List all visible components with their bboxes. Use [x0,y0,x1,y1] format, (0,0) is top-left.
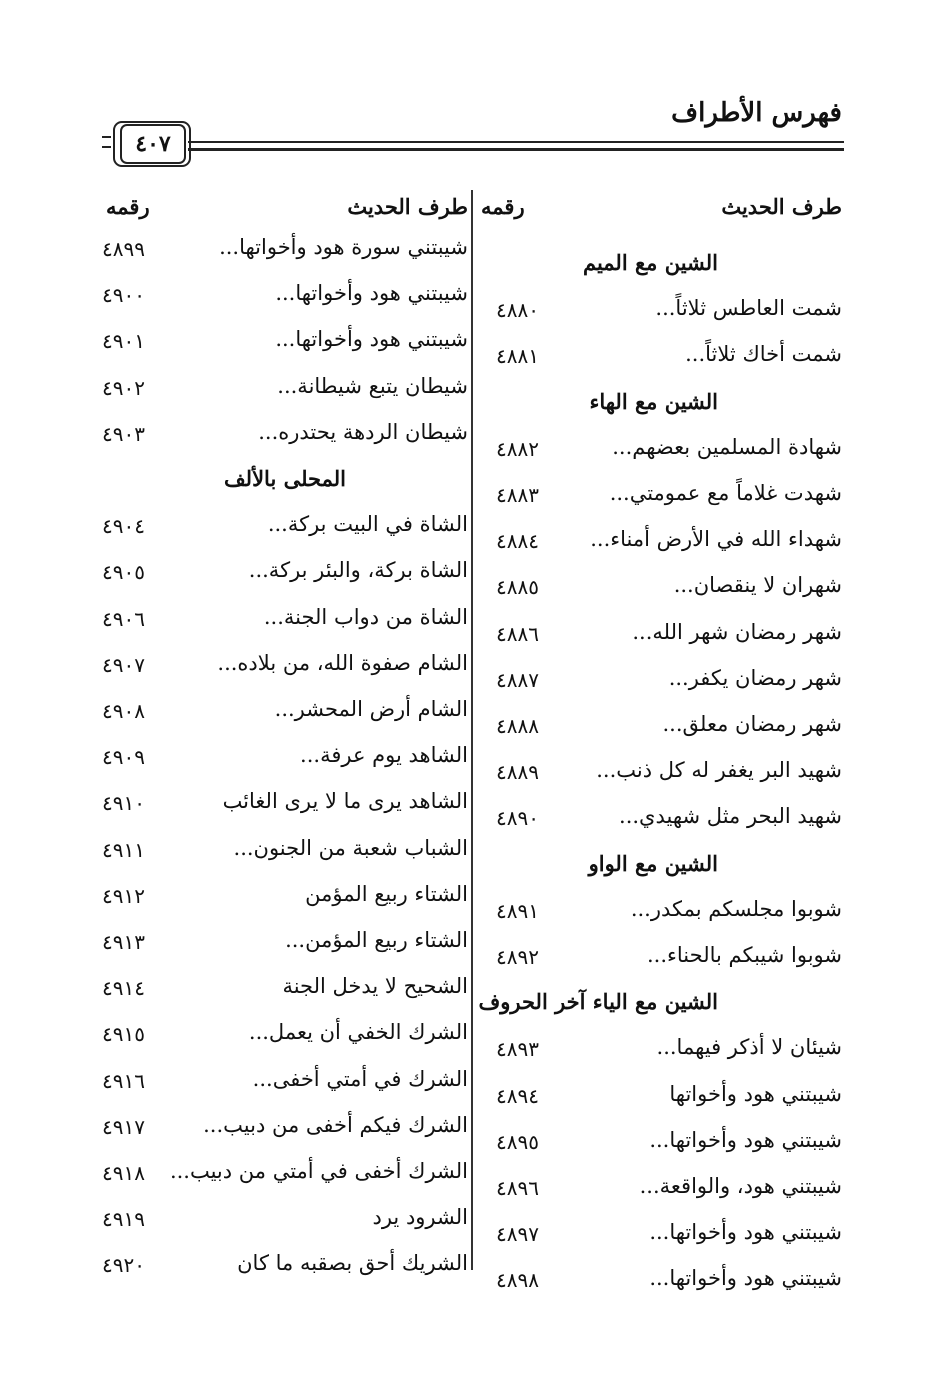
entry-row [98,281,468,321]
page-number-frame [120,124,186,164]
hadith-text: الشاة من دواب الجنة... [263,604,468,629]
entry-row [482,1035,842,1075]
entry-row [482,1266,842,1306]
hadith-number: ٤٨٩٢ [496,945,539,969]
hadith-text: الشريك أحق بصقبه ما كان [237,1251,468,1276]
hadith-text: الشام أرض المحشر... [274,697,468,721]
entry-row [98,882,468,922]
hadith-number: ٤٩٠٤ [102,514,145,539]
hadith-number: ٤٩١٢ [102,883,145,908]
right-column-head-text: طرف الحديث [721,194,842,219]
hadith-number: ٤٨٩٤ [496,1083,539,1108]
hadith-text: شهادة المسلمين بعضهم... [612,434,842,459]
hadith-text: الشاة بركة، والبئر بركة... [248,558,468,583]
hadith-text: شهداء الله في الأرض أمناء... [590,527,842,552]
entry-row [482,481,842,521]
hadith-number: ٤٩١٩ [102,1207,145,1232]
hadith-number: ٤٩٢٠ [102,1253,145,1278]
entry-row [98,1205,468,1245]
entry-row [482,527,842,567]
hadith-number: ٤٩٠٩ [102,745,145,770]
hadith-number: ٤٩٠١ [102,329,145,354]
hadith-number: ٤٩٠٧ [102,652,145,677]
hadith-number: ٤٩٠٠ [102,283,145,308]
entry-row [98,974,468,1014]
hadith-text: شوبوا مجلسكم بمكدر... [630,896,842,921]
entry-row [482,573,842,613]
hadith-text: شيطان الردهة يحتدره... [258,419,468,444]
section-heading: الشين مع الهاء [589,388,718,414]
hadith-text: شيبتني هود وأخواتها [669,1081,842,1106]
section-heading: الشين مع الياء آخر الحروف [478,989,718,1015]
hadith-number: ٤٨٨٨ [496,714,539,738]
hadith-text: شهدت غلاماً مع عمومتي... [609,481,842,505]
hadith-text: شيبتني هود وأخواتها... [649,1220,842,1245]
entry-row [482,712,842,752]
hadith-number: ٤٩٠٣ [102,421,145,446]
hadith-number: ٤٨٨٦ [496,621,539,646]
entry-row [98,1067,468,1107]
page-number-ornament [102,136,111,148]
hadith-text: الشتاء ربيع المؤمن... [285,928,468,952]
entry-row [98,558,468,598]
entry-row [482,1220,842,1260]
entry-row [98,512,468,552]
section-heading-row [482,389,842,429]
hadith-number: ٤٨٩١ [496,898,539,923]
entry-row [98,743,468,783]
entry-row [98,836,468,876]
hadith-number: ٤٨٨١ [496,344,539,369]
hadith-number: ٤٩٠٥ [102,560,145,585]
hadith-text: شهيد البر يغفر له كل ذنب... [596,758,842,783]
hadith-text: شوبوا شيبكم بالحناء... [647,943,842,967]
entry-row [98,605,468,645]
hadith-text: الشاهد يوم عرفة... [300,743,468,768]
section-heading: الشين مع الميم [582,250,718,275]
section-heading: الشين مع الواو [588,850,718,876]
hadith-text: الشاة في البيت بركة... [267,512,468,537]
hadith-text: الشرك أخفى في أمتي من دبيب... [169,1159,468,1183]
hadith-number: ٤٩١١ [102,837,145,862]
hadith-text: شهر رمضان معلق... [662,712,842,736]
left-column-head-num: رقمه [106,194,150,219]
page-title: فهرس الأطراف [671,98,842,128]
hadith-text: الشام صفوة الله، من بلاده... [217,650,468,675]
entry-row [98,420,468,460]
hadith-text: شيبتني هود، والواقعة... [639,1174,842,1198]
hadith-text: شهر رمضان شهر الله... [632,619,842,644]
hadith-text: الشباب شعبة من الجنون... [233,835,468,860]
hadith-text: شهران لا ينقصان... [673,573,842,598]
hadith-text: الشرك فيكم أخفى من دبيب... [203,1112,468,1137]
hadith-text: شمت أخاك ثلاثاً... [685,342,842,367]
entry-row [482,296,842,336]
entry-row [98,651,468,691]
hadith-number: ٤٨٩٧ [496,1222,539,1247]
section-heading-row [482,851,842,891]
hadith-number: ٤٨٨٥ [496,575,539,600]
entry-row [98,235,468,275]
page-number: ٤٠٧ [135,131,171,157]
hadith-number: ٤٩١٧ [102,1114,145,1139]
entry-row [98,374,468,414]
hadith-number: ٤٩٠٦ [102,606,145,631]
hadith-text: شهر رمضان يكفر... [668,665,842,690]
section-heading: المحلى بالألف [223,466,346,491]
hadith-text: شيطان يتبع شيطانة... [277,373,468,398]
hadith-number: ٤٨٨٩ [496,760,539,785]
hadith-number: ٤٨٨٧ [496,667,539,692]
hadith-text: الشحيح لا يدخل الجنة [282,974,468,999]
section-heading-row [98,466,468,506]
entry-row [482,620,842,660]
entry-row [482,1082,842,1122]
hadith-text: شيبتني هود وأخواتها... [275,281,468,306]
hadith-number: ٤٩٠٢ [102,375,145,400]
header-rule-top [188,141,844,143]
hadith-number: ٤٨٨٤ [496,529,539,554]
hadith-number: ٤٩١٠ [102,791,145,816]
hadith-text: الشرك في أمتي أخفى... [252,1066,468,1091]
entry-row [98,1159,468,1199]
hadith-number: ٤٩١٨ [102,1161,145,1185]
hadith-text: الشرود يرد [372,1205,468,1230]
entry-row [482,897,842,937]
hadith-text: شهيد البحر مثل شهيدي... [619,804,842,829]
hadith-text: شمت العاطس ثلاثاً... [655,296,842,321]
entry-row [482,435,842,475]
hadith-number: ٤٩١٥ [102,1022,145,1047]
hadith-number: ٤٨٩٠ [496,806,539,831]
hadith-number: ٤٨٩٥ [496,1129,539,1154]
entry-row [98,928,468,968]
entry-row [482,758,842,798]
header-rule-bottom [188,148,844,151]
right-column-head-num: رقمه [481,194,525,219]
hadith-number: ٤٨٩٩ [102,237,145,261]
hadith-number: ٤٨٨٢ [496,436,539,461]
hadith-number: ٤٨٨٣ [496,483,539,507]
entry-row [482,804,842,844]
left-column-head-text: طرف الحديث [347,194,468,219]
entry-row [482,1128,842,1168]
hadith-number: ٤٩٠٨ [102,699,145,723]
hadith-number: ٤٨٩٨ [496,1268,539,1293]
hadith-text: شيبتني هود وأخواتها... [275,327,468,352]
section-heading-row [482,250,842,290]
hadith-text: شيبتني سورة هود وأخواتها... [219,235,468,259]
hadith-number: ٤٩١٤ [102,976,145,1001]
entry-row [482,666,842,706]
entry-row [482,1174,842,1214]
hadith-number: ٤٨٩٣ [496,1037,539,1062]
hadith-text: الشرك الخفي أن يعمل... [248,1020,468,1045]
entry-row [482,342,842,382]
entry-row [98,789,468,829]
hadith-text: الشاهد يرى ما لا يرى الغائب [222,789,468,814]
hadith-number: ٤٩١٦ [102,1068,145,1093]
hadith-number: ٤٨٨٠ [496,298,539,323]
hadith-text: شيئان لا أذكر فيهما... [656,1035,842,1060]
entry-row [482,943,842,983]
entry-row [98,697,468,737]
entry-row [98,1020,468,1060]
entry-row [98,1251,468,1291]
entry-row [98,1113,468,1153]
hadith-number: ٤٩١٣ [102,930,145,954]
section-heading-row [478,989,842,1029]
hadith-text: الشتاء ربيع المؤمن [305,881,468,906]
hadith-number: ٤٨٩٦ [496,1176,539,1200]
column-divider [471,190,473,1270]
hadith-text: شيبتني هود وأخواتها... [649,1127,842,1152]
entry-row [98,327,468,367]
hadith-text: شيبتني هود وأخواتها... [649,1266,842,1291]
